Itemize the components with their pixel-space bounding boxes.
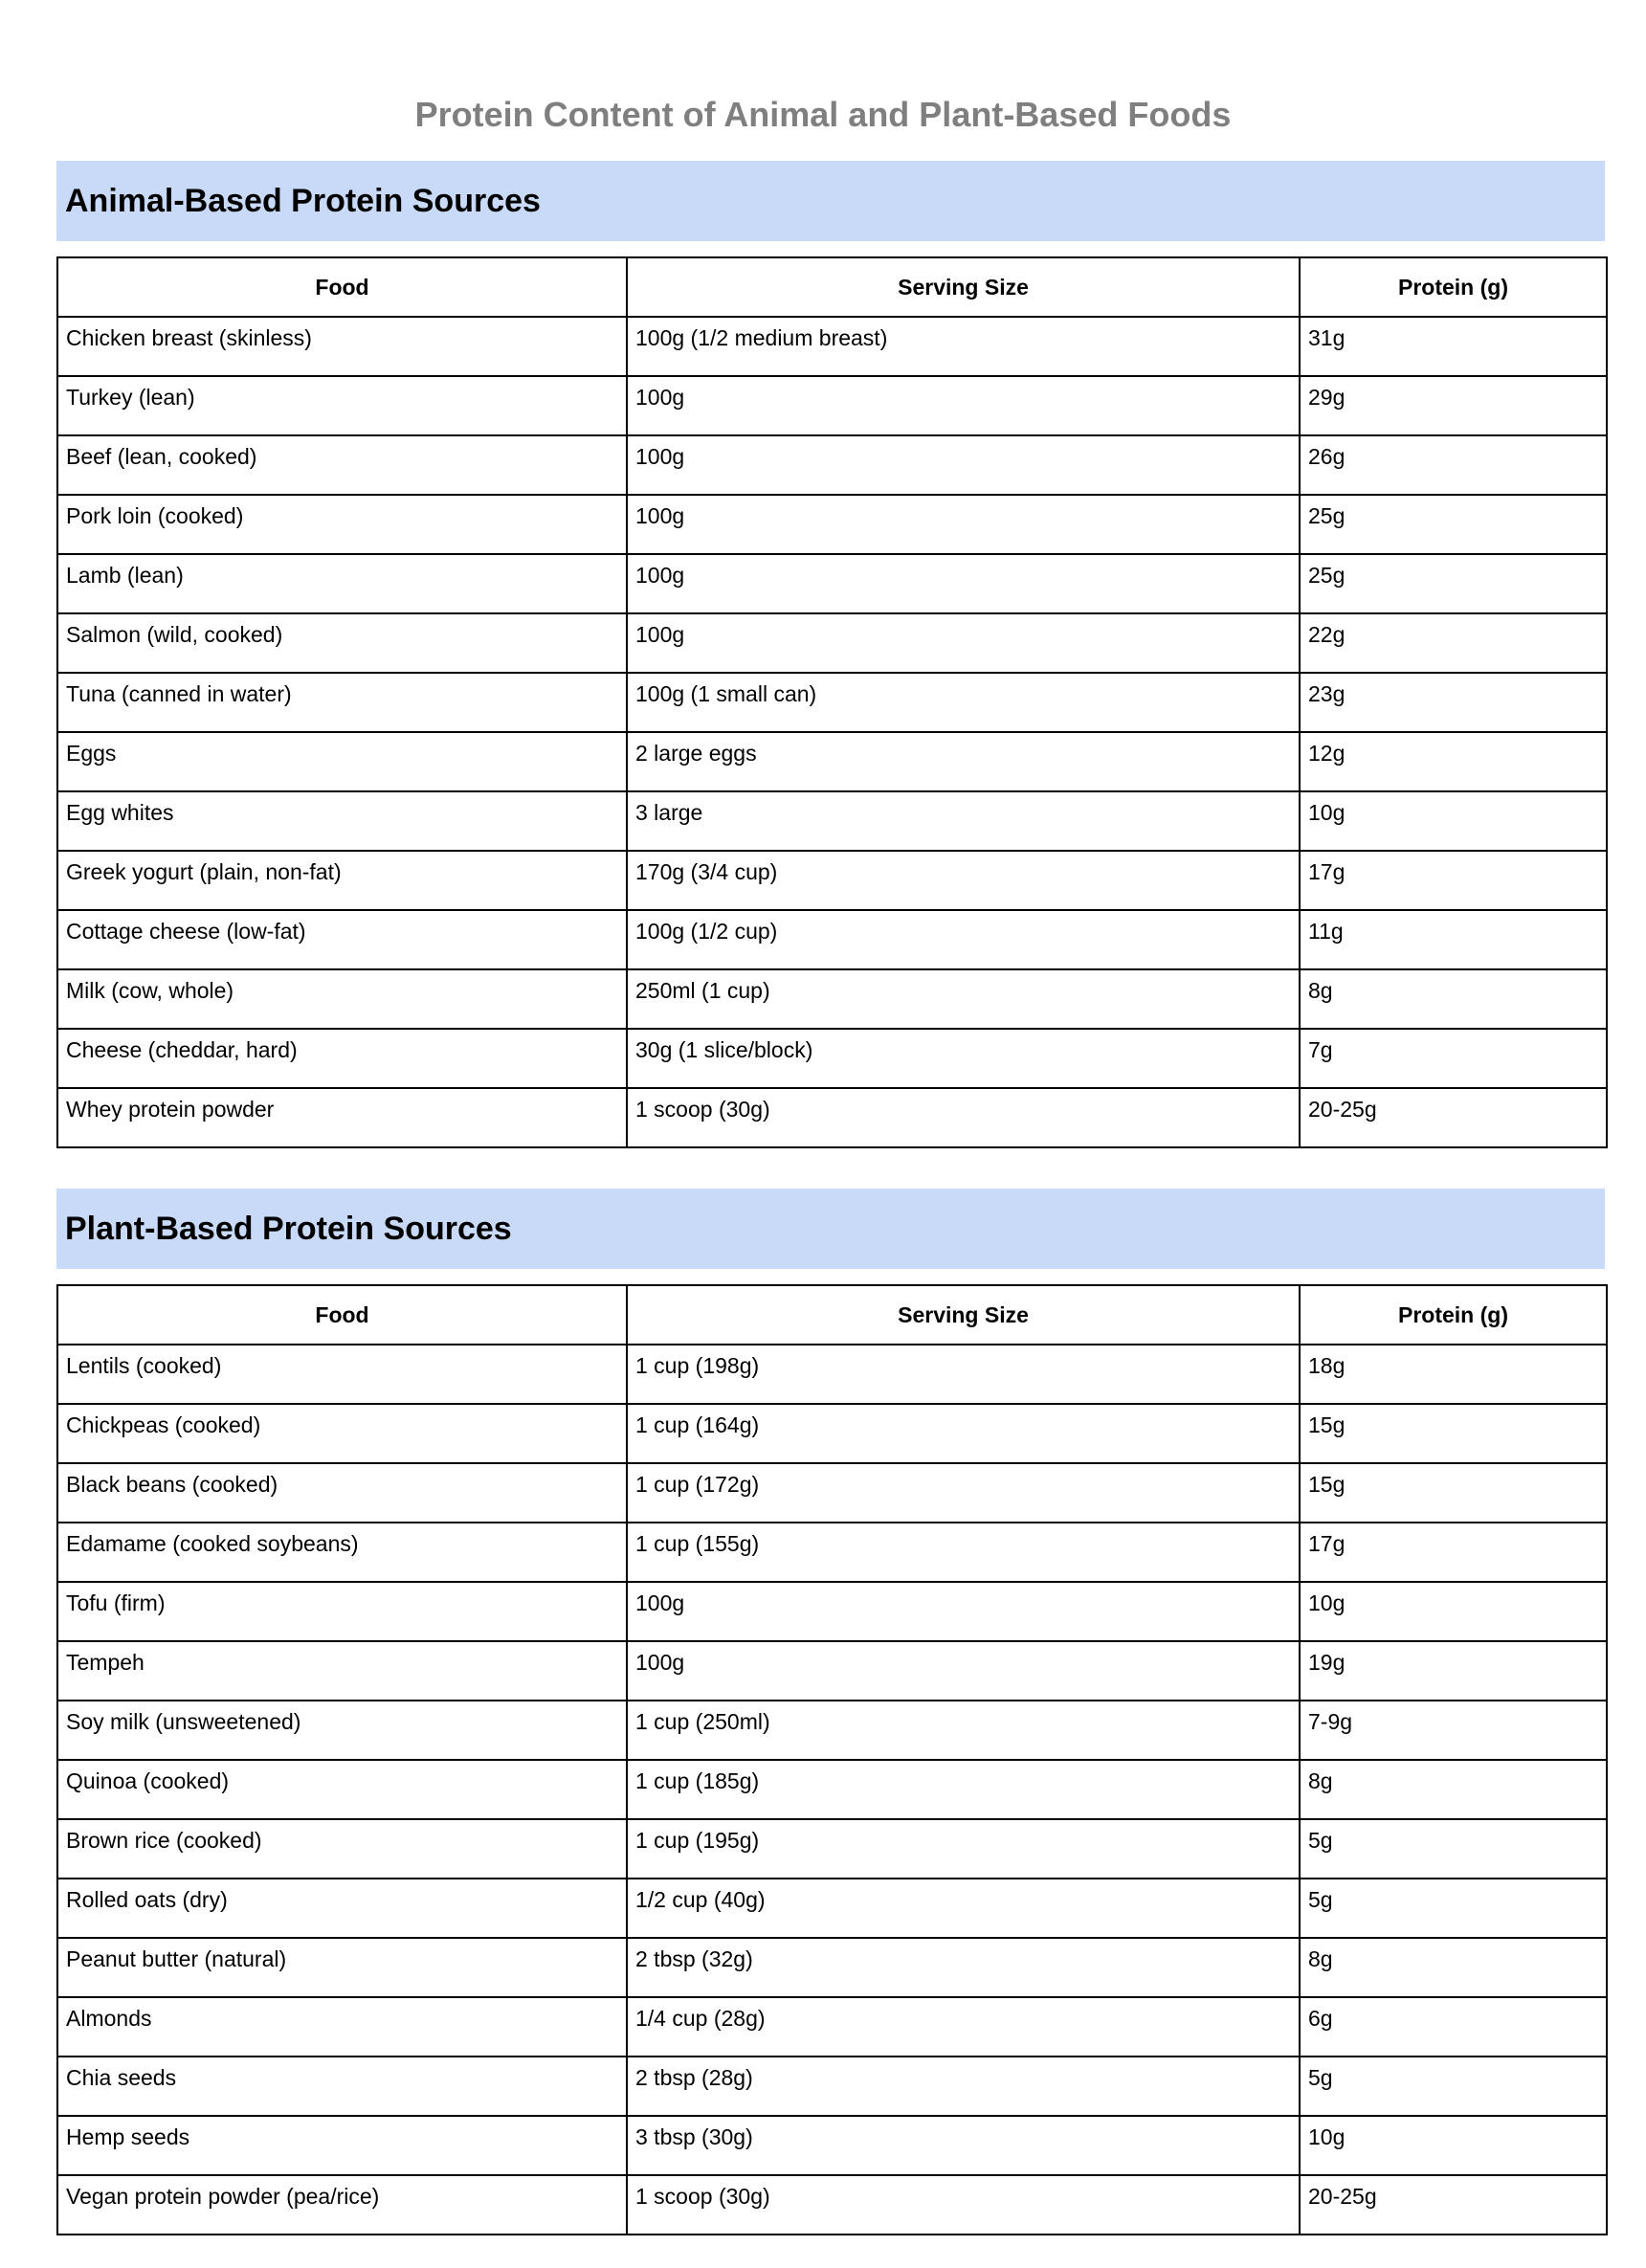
cell-serving-size: 1 cup (164g) xyxy=(627,1404,1300,1463)
cell-serving-size: 1 cup (185g) xyxy=(627,1760,1300,1819)
cell-food: Hemp seeds xyxy=(57,2116,627,2175)
cell-food: Lamb (lean) xyxy=(57,554,627,613)
table-row xyxy=(57,1404,1607,1463)
cell-food: Greek yogurt (plain, non-fat) xyxy=(57,851,627,910)
cell-food: Chicken breast (skinless) xyxy=(57,317,627,376)
animal-protein-table xyxy=(56,256,1608,1148)
cell-food: Edamame (cooked soybeans) xyxy=(57,1523,627,1582)
table-row xyxy=(57,1582,1607,1641)
cell-protein: 8g xyxy=(1300,1760,1607,1819)
cell-food: Tempeh xyxy=(57,1641,627,1701)
table-row xyxy=(57,1463,1607,1523)
column-header-food: Food xyxy=(57,1285,627,1345)
cell-serving-size: 1/2 cup (40g) xyxy=(627,1879,1300,1938)
cell-serving-size: 100g xyxy=(627,435,1300,495)
table-row xyxy=(57,1879,1607,1938)
cell-food: Vegan protein powder (pea/rice) xyxy=(57,2175,627,2235)
cell-protein: 8g xyxy=(1300,969,1607,1029)
table-row xyxy=(57,1345,1607,1404)
table-row xyxy=(57,2057,1607,2116)
table-row xyxy=(57,1088,1607,1147)
cell-food: Black beans (cooked) xyxy=(57,1463,627,1523)
cell-food: Cheese (cheddar, hard) xyxy=(57,1029,627,1088)
section-header-plant: Plant-Based Protein Sources xyxy=(56,1189,1605,1269)
cell-protein: 18g xyxy=(1300,1345,1607,1404)
cell-protein: 5g xyxy=(1300,1879,1607,1938)
cell-protein: 29g xyxy=(1300,376,1607,435)
table-row xyxy=(57,2116,1607,2175)
cell-food: Eggs xyxy=(57,732,627,791)
cell-protein: 19g xyxy=(1300,1641,1607,1701)
cell-protein: 20-25g xyxy=(1300,2175,1607,2235)
plant-protein-table xyxy=(56,1284,1608,2235)
cell-protein: 31g xyxy=(1300,317,1607,376)
cell-protein: 7g xyxy=(1300,1029,1607,1088)
cell-food: Salmon (wild, cooked) xyxy=(57,613,627,673)
cell-serving-size: 1 cup (172g) xyxy=(627,1463,1300,1523)
cell-protein: 10g xyxy=(1300,791,1607,851)
table-header-row xyxy=(57,1285,1607,1345)
cell-food: Soy milk (unsweetened) xyxy=(57,1701,627,1760)
table-row xyxy=(57,613,1607,673)
cell-serving-size: 250ml (1 cup) xyxy=(627,969,1300,1029)
table-row xyxy=(57,1760,1607,1819)
cell-protein: 20-25g xyxy=(1300,1088,1607,1147)
cell-food: Tuna (canned in water) xyxy=(57,673,627,732)
cell-serving-size: 3 large xyxy=(627,791,1300,851)
cell-serving-size: 100g xyxy=(627,613,1300,673)
cell-food: Pork loin (cooked) xyxy=(57,495,627,554)
table-row xyxy=(57,1819,1607,1879)
cell-protein: 15g xyxy=(1300,1463,1607,1523)
cell-protein: 5g xyxy=(1300,2057,1607,2116)
column-header-food: Food xyxy=(57,257,627,317)
cell-protein: 11g xyxy=(1300,910,1607,969)
cell-serving-size: 1 cup (250ml) xyxy=(627,1701,1300,1760)
cell-protein: 7-9g xyxy=(1300,1701,1607,1760)
cell-serving-size: 100g xyxy=(627,1641,1300,1701)
table-row xyxy=(57,1523,1607,1582)
table-row xyxy=(57,435,1607,495)
cell-serving-size: 2 large eggs xyxy=(627,732,1300,791)
cell-protein: 10g xyxy=(1300,2116,1607,2175)
cell-protein: 22g xyxy=(1300,613,1607,673)
column-header-protein: Protein (g) xyxy=(1300,1285,1607,1345)
cell-food: Almonds xyxy=(57,1997,627,2057)
cell-serving-size: 170g (3/4 cup) xyxy=(627,851,1300,910)
column-header-serving-size: Serving Size xyxy=(627,1285,1300,1345)
column-header-serving-size: Serving Size xyxy=(627,257,1300,317)
cell-food: Brown rice (cooked) xyxy=(57,1819,627,1879)
cell-protein: 10g xyxy=(1300,1582,1607,1641)
cell-food: Chia seeds xyxy=(57,2057,627,2116)
cell-serving-size: 100g xyxy=(627,495,1300,554)
cell-serving-size: 100g xyxy=(627,376,1300,435)
cell-protein: 17g xyxy=(1300,851,1607,910)
cell-protein: 23g xyxy=(1300,673,1607,732)
table-row xyxy=(57,1701,1607,1760)
table-row xyxy=(57,1029,1607,1088)
table-row xyxy=(57,910,1607,969)
cell-food: Whey protein powder xyxy=(57,1088,627,1147)
cell-protein: 8g xyxy=(1300,1938,1607,1997)
cell-serving-size: 1 scoop (30g) xyxy=(627,1088,1300,1147)
cell-serving-size: 2 tbsp (32g) xyxy=(627,1938,1300,1997)
cell-serving-size: 100g xyxy=(627,554,1300,613)
cell-serving-size: 100g (1/2 cup) xyxy=(627,910,1300,969)
cell-serving-size: 3 tbsp (30g) xyxy=(627,2116,1300,2175)
cell-food: Peanut butter (natural) xyxy=(57,1938,627,1997)
cell-protein: 26g xyxy=(1300,435,1607,495)
cell-protein: 12g xyxy=(1300,732,1607,791)
cell-protein: 25g xyxy=(1300,495,1607,554)
table-row xyxy=(57,732,1607,791)
table-row xyxy=(57,317,1607,376)
table-row xyxy=(57,673,1607,732)
cell-protein: 15g xyxy=(1300,1404,1607,1463)
cell-serving-size: 1 cup (195g) xyxy=(627,1819,1300,1879)
table-header-row xyxy=(57,257,1607,317)
table-row xyxy=(57,851,1607,910)
cell-food: Quinoa (cooked) xyxy=(57,1760,627,1819)
cell-serving-size: 1/4 cup (28g) xyxy=(627,1997,1300,2057)
page-title: Protein Content of Animal and Plant-Based Foods xyxy=(414,95,1232,135)
cell-food: Tofu (firm) xyxy=(57,1582,627,1641)
table-row xyxy=(57,969,1607,1029)
cell-food: Milk (cow, whole) xyxy=(57,969,627,1029)
cell-protein: 25g xyxy=(1300,554,1607,613)
cell-serving-size: 1 cup (198g) xyxy=(627,1345,1300,1404)
cell-protein: 5g xyxy=(1300,1819,1607,1879)
cell-serving-size: 100g (1 small can) xyxy=(627,673,1300,732)
section-header-animal: Animal-Based Protein Sources xyxy=(56,161,1605,241)
cell-food: Turkey (lean) xyxy=(57,376,627,435)
cell-food: Lentils (cooked) xyxy=(57,1345,627,1404)
table-row xyxy=(57,1641,1607,1701)
table-row xyxy=(57,376,1607,435)
cell-serving-size: 2 tbsp (28g) xyxy=(627,2057,1300,2116)
table-row xyxy=(57,1997,1607,2057)
cell-food: Beef (lean, cooked) xyxy=(57,435,627,495)
cell-serving-size: 100g xyxy=(627,1582,1300,1641)
cell-serving-size: 1 scoop (30g) xyxy=(627,2175,1300,2235)
cell-serving-size: 1 cup (155g) xyxy=(627,1523,1300,1582)
cell-food: Cottage cheese (low-fat) xyxy=(57,910,627,969)
cell-food: Chickpeas (cooked) xyxy=(57,1404,627,1463)
cell-protein: 17g xyxy=(1300,1523,1607,1582)
cell-serving-size: 100g (1/2 medium breast) xyxy=(627,317,1300,376)
table-row xyxy=(57,495,1607,554)
table-row xyxy=(57,1938,1607,1997)
cell-protein: 6g xyxy=(1300,1997,1607,2057)
table-row xyxy=(57,2175,1607,2235)
column-header-protein: Protein (g) xyxy=(1300,257,1607,317)
cell-food: Egg whites xyxy=(57,791,627,851)
table-row xyxy=(57,791,1607,851)
table-row xyxy=(57,554,1607,613)
cell-food: Rolled oats (dry) xyxy=(57,1879,627,1938)
cell-serving-size: 30g (1 slice/block) xyxy=(627,1029,1300,1088)
